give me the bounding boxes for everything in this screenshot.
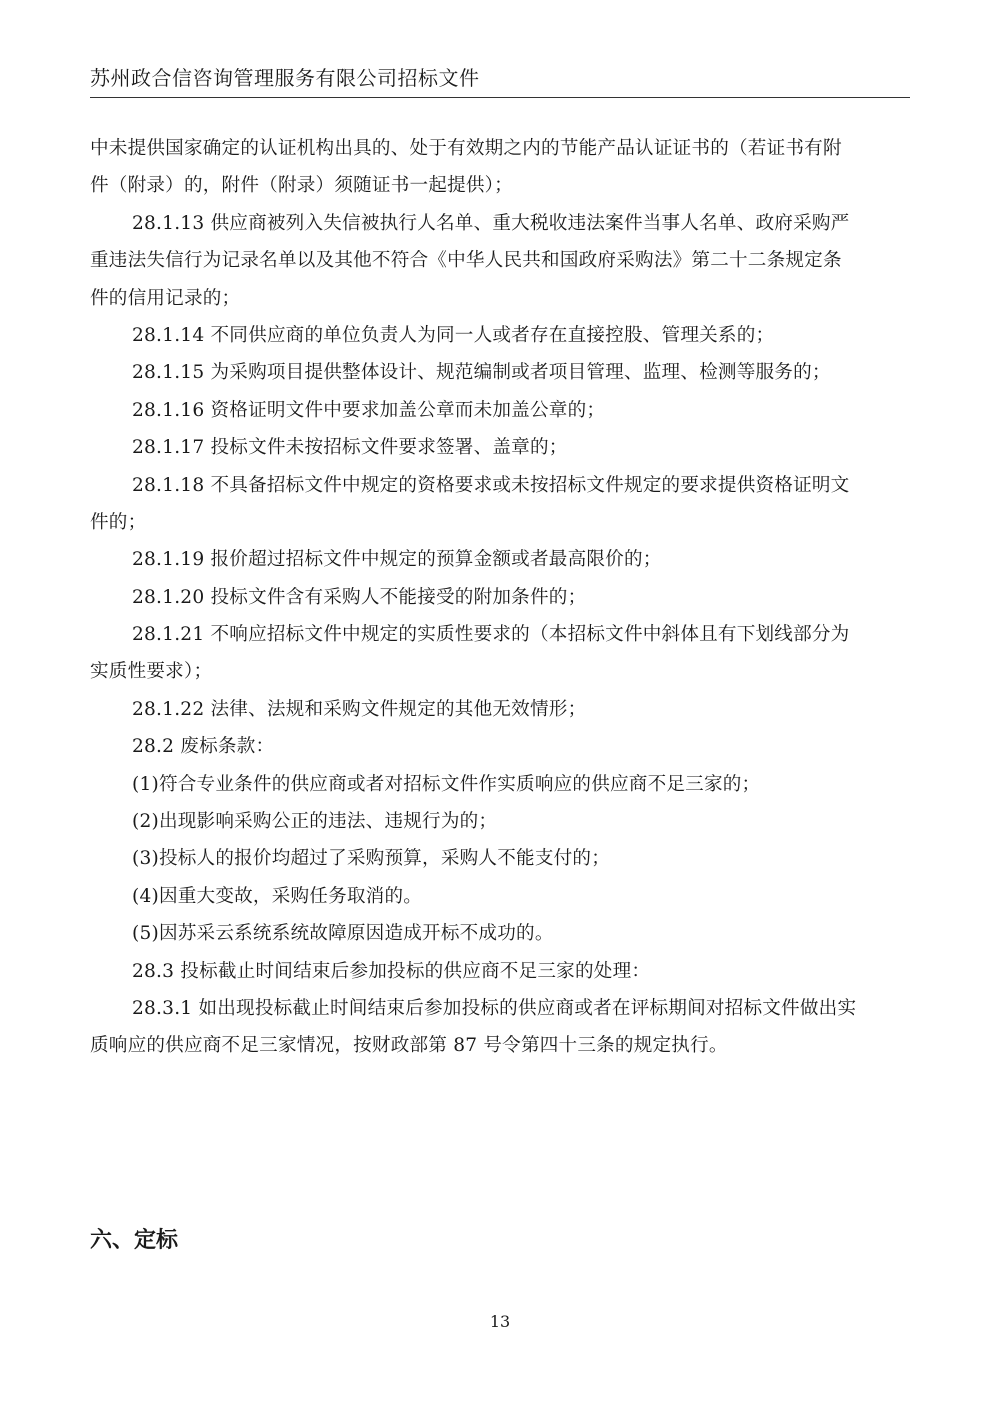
text-line: (2)出现影响采购公正的违法、违规行为的； — [132, 811, 498, 833]
text-line: 28.1.22 法律、法规和采购文件规定的其他无效情形； — [132, 698, 587, 720]
text-line: 28.2 废标条款： — [132, 736, 275, 758]
text-line: 28.1.21 不响应招标文件中规定的实质性要求的（本招标文件中斜体且有下划线部分为 — [132, 624, 850, 646]
document-body — [90, 130, 912, 1065]
text-line: 28.1.16 资格证明文件中要求加盖公章而未加盖公章的； — [132, 399, 606, 421]
text-line: 质响应的供应商不足三家情况，按财政部第 87 号令第四十三条的规定执行。 — [90, 1035, 728, 1057]
section-heading: 六、定标 — [90, 1228, 179, 1253]
page-number: 13 — [489, 1312, 511, 1331]
text-line: 28.3 投标截止时间结束后参加投标的供应商不足三家的处理： — [132, 960, 651, 982]
text-line: (1)符合专业条件的供应商或者对招标文件作实质响应的供应商不足三家的； — [132, 773, 761, 795]
text-line: (4)因重大变故，采购任务取消的。 — [132, 885, 423, 907]
text-line: 件的； — [90, 511, 147, 533]
text-line: 件（附录）的，附件（附录）须随证书一起提供）； — [90, 175, 513, 197]
text-line: 28.1.20 投标文件含有采购人不能接受的附加条件的； — [132, 586, 587, 608]
text-line: 28.1.17 投标文件未按招标文件要求签署、盖章的； — [132, 437, 568, 459]
text-line: 28.3.1 如出现投标截止时间结束后参加投标的供应商或者在评标期间对招标文件做出实 — [132, 997, 857, 1019]
text-line: 28.1.19 报价超过招标文件中规定的预算金额或者最高限价的； — [132, 549, 662, 571]
text-line: (3)投标人的报价均超过了采购预算，采购人不能支付的； — [132, 848, 610, 870]
text-line: 28.1.18 不具备招标文件中规定的资格要求或未按招标文件规定的要求提供资格证明文 — [132, 474, 850, 496]
text-line: (5)因苏采云系统系统故障原因造成开标不成功的。 — [132, 923, 554, 945]
text-line: 28.1.15 为采购项目提供整体设计、规范编制或者项目管理、监理、检测等服务的； — [132, 362, 831, 384]
document-header: 苏州政合信咨询管理服务有限公司招标文件 — [90, 62, 910, 98]
text-line: 中未提供国家确定的认证机构出具的、处于有效期之内的节能产品认证证书的（若证书有附 — [90, 138, 842, 159]
text-line: 28.1.13 供应商被列入失信被执行人名单、重大税收违法案件当事人名单、政府采购严 — [132, 212, 850, 234]
text-line: 28.1.14 不同供应商的单位负责人为同一人或者存在直接控股、管理关系的； — [132, 324, 775, 346]
text-line: 实质性要求）； — [90, 661, 213, 683]
text-line: 件的信用记录的； — [90, 287, 241, 309]
text-line: 重违法失信行为记录名单以及其他不符合《中华人民共和国政府采购法》第二十二条规定条 — [90, 250, 842, 272]
